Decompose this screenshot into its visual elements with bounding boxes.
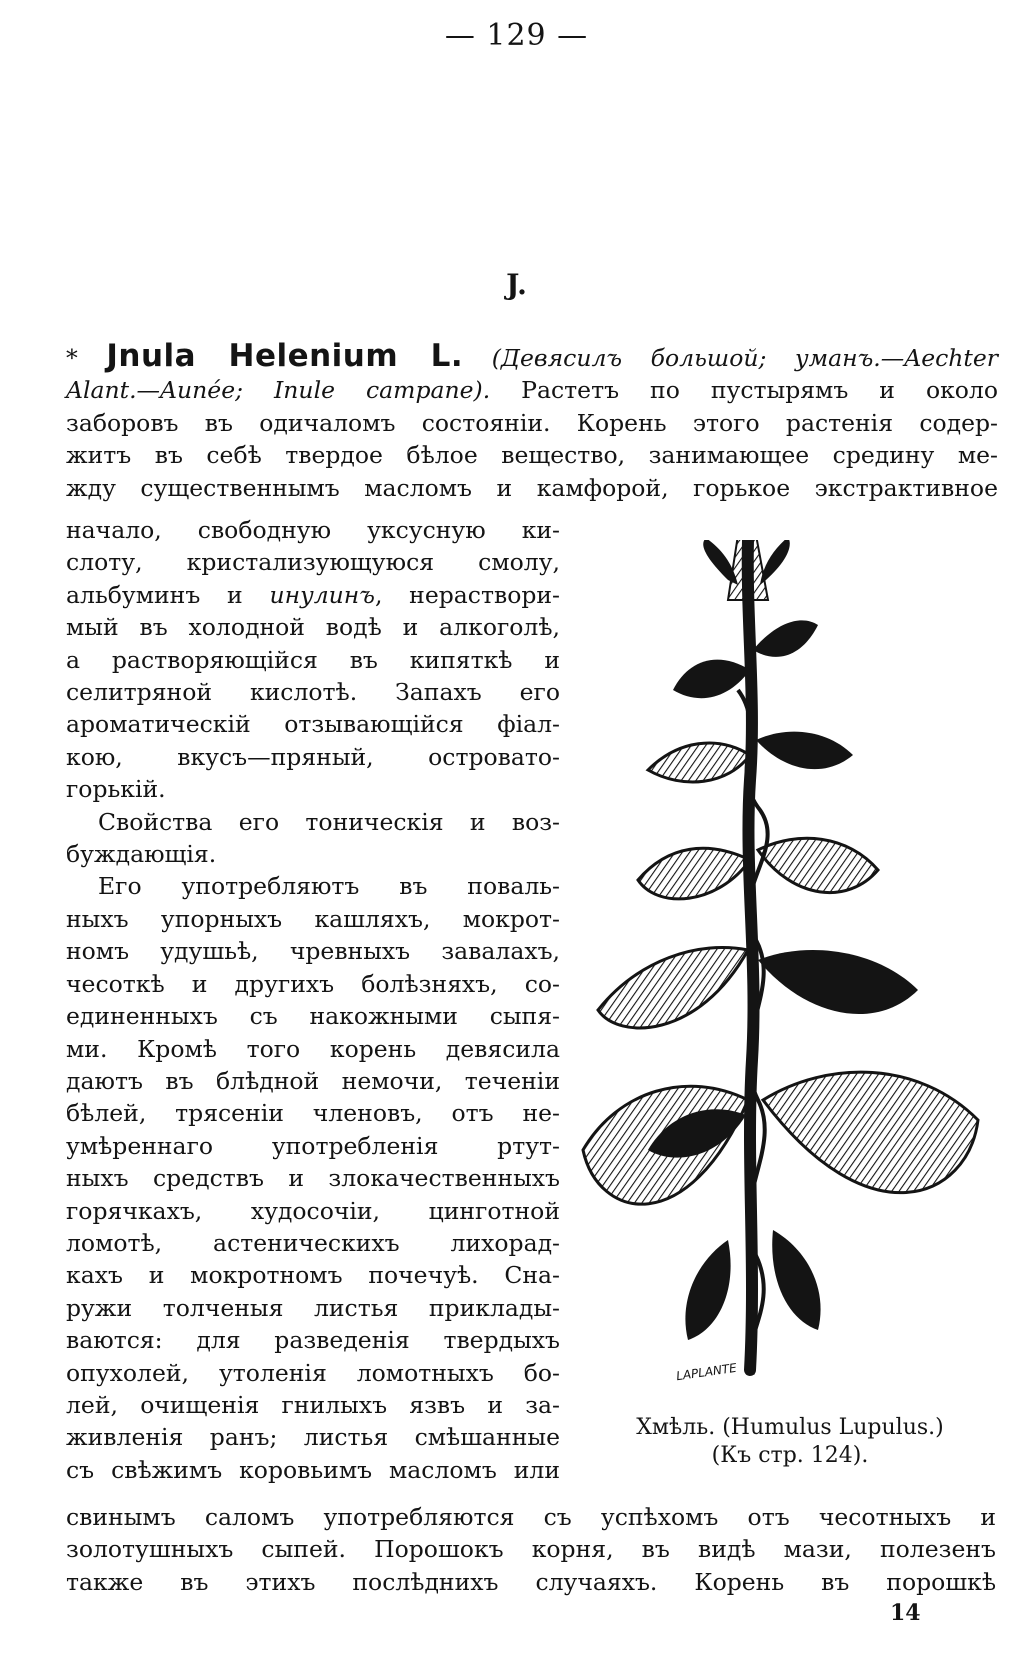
top-line: житъ въ себѣ твердое бѣлое вещество, занимающее средину ме- (66, 441, 998, 470)
top-line: заборовъ въ одичаломъ состояніи. Корень этого растенія содер- (66, 408, 998, 437)
column-line: горячкахъ, худосочіи, цинготной (66, 1196, 560, 1225)
column-line: а растворяющійся въ кипяткѣ и (66, 645, 560, 674)
bottom-line: также въ этихъ послѣднихъ случаяхъ. Корень въ порошкѣ (66, 1567, 996, 1596)
column-line: ныхъ упорныхъ кашляхъ, мокрот- (66, 904, 560, 933)
entry-top-text (66, 340, 998, 504)
column-line: селитряной кислотѣ. Запахъ его (66, 678, 560, 707)
bottom-line: золотушныхъ сыпей. Порошокъ корня, въ видѣ мази, полезенъ (66, 1535, 996, 1564)
column-line-part: альбуминъ и (66, 580, 270, 609)
bottom-line: свинымъ саломъ употребляются съ успѣхомъ отъ чесотныхъ и (66, 1503, 996, 1531)
column-line: кахъ и мокротномъ почечуѣ. Сна- (66, 1261, 560, 1290)
column-line: чесоткѣ и другихъ болѣзняхъ, со- (66, 969, 560, 998)
column-line: живленія ранъ; листья смѣшанные (66, 1423, 560, 1452)
column-line: опухолей, утоленія ломотныхъ бо- (66, 1358, 560, 1387)
section-letter: J. (506, 268, 527, 301)
column-line: начало, свободную уксусную ки- (66, 516, 560, 544)
heading-italic-2: Alant.—Aunée; Inule campane). (66, 376, 491, 405)
column-line: мый въ холодной водѣ и алкоголѣ, (66, 613, 560, 642)
column-line: Его употребляютъ въ поваль- (98, 872, 560, 901)
column-line: даютъ въ блѣдной немочи, теченіи (66, 1066, 560, 1095)
column-line: горькій. (66, 775, 166, 804)
column-line: номъ удушьѣ, чревныхъ завалахъ, (66, 937, 560, 966)
column-line: лей, очищенія гнилыхъ язвъ и за- (66, 1390, 560, 1419)
column-line: ломотѣ, астеническихъ лихорад- (66, 1228, 560, 1257)
column-line: умѣреннаго употребленія ртут- (66, 1131, 560, 1160)
column-line: единенныхъ съ накожными сыпя- (66, 1002, 560, 1031)
heading-italic-1: (Девясилъ большой; уманъ.—Aechter (491, 344, 998, 372)
entry-star: * (66, 344, 78, 372)
signature-number: 14 (890, 1600, 921, 1626)
entry-heading-line-1 (66, 340, 998, 374)
column-line: бѣлей, трясеніи членовъ, отъ не- (66, 1099, 560, 1128)
entry-column-text (66, 514, 560, 1486)
column-line: съ свѣжимъ коровьимъ масломъ или (66, 1455, 560, 1484)
column-line: ружи толченыя листья приклады- (66, 1293, 560, 1322)
column-line: слоту, кристализующуюся смолу, (66, 548, 560, 577)
entry-bottom-text (66, 1501, 996, 1598)
artist-mark: LAPLANTE (675, 1360, 738, 1384)
entry-heading-line-2 (66, 374, 998, 406)
top-line: жду существеннымъ масломъ и камфорой, горькое экстрактивное (66, 473, 998, 502)
column-line: Свойства его тоническія и воз- (98, 807, 560, 836)
column-line: ваются: для разведенія твердыхъ (66, 1326, 560, 1355)
column-line: кою, вкусъ—пряный, островато- (66, 742, 560, 771)
heading-plain-2: Растетъ по пустырямъ и около (490, 376, 999, 405)
figure-caption-line-2: (Къ стр. 124). (711, 1443, 869, 1468)
hop-plant-illustration (578, 540, 998, 1380)
column-line: ми. Кромѣ того корень девясила (66, 1034, 560, 1063)
page-number: — 129 — (444, 18, 589, 53)
inulin-term: инулинъ (269, 580, 375, 609)
column-line-part: , нераствори- (374, 580, 560, 609)
column-line (66, 579, 560, 611)
latin-name: Jnula Helenium L. (106, 338, 464, 374)
column-line: ныхъ средствъ и злокачественныхъ (66, 1164, 560, 1193)
column-line: ароматическій отзывающійся фіал- (66, 710, 560, 739)
column-line: буждающія. (66, 840, 217, 869)
figure-caption-line-1: Хмѣль. (Humulus Lupulus.) (636, 1415, 944, 1440)
